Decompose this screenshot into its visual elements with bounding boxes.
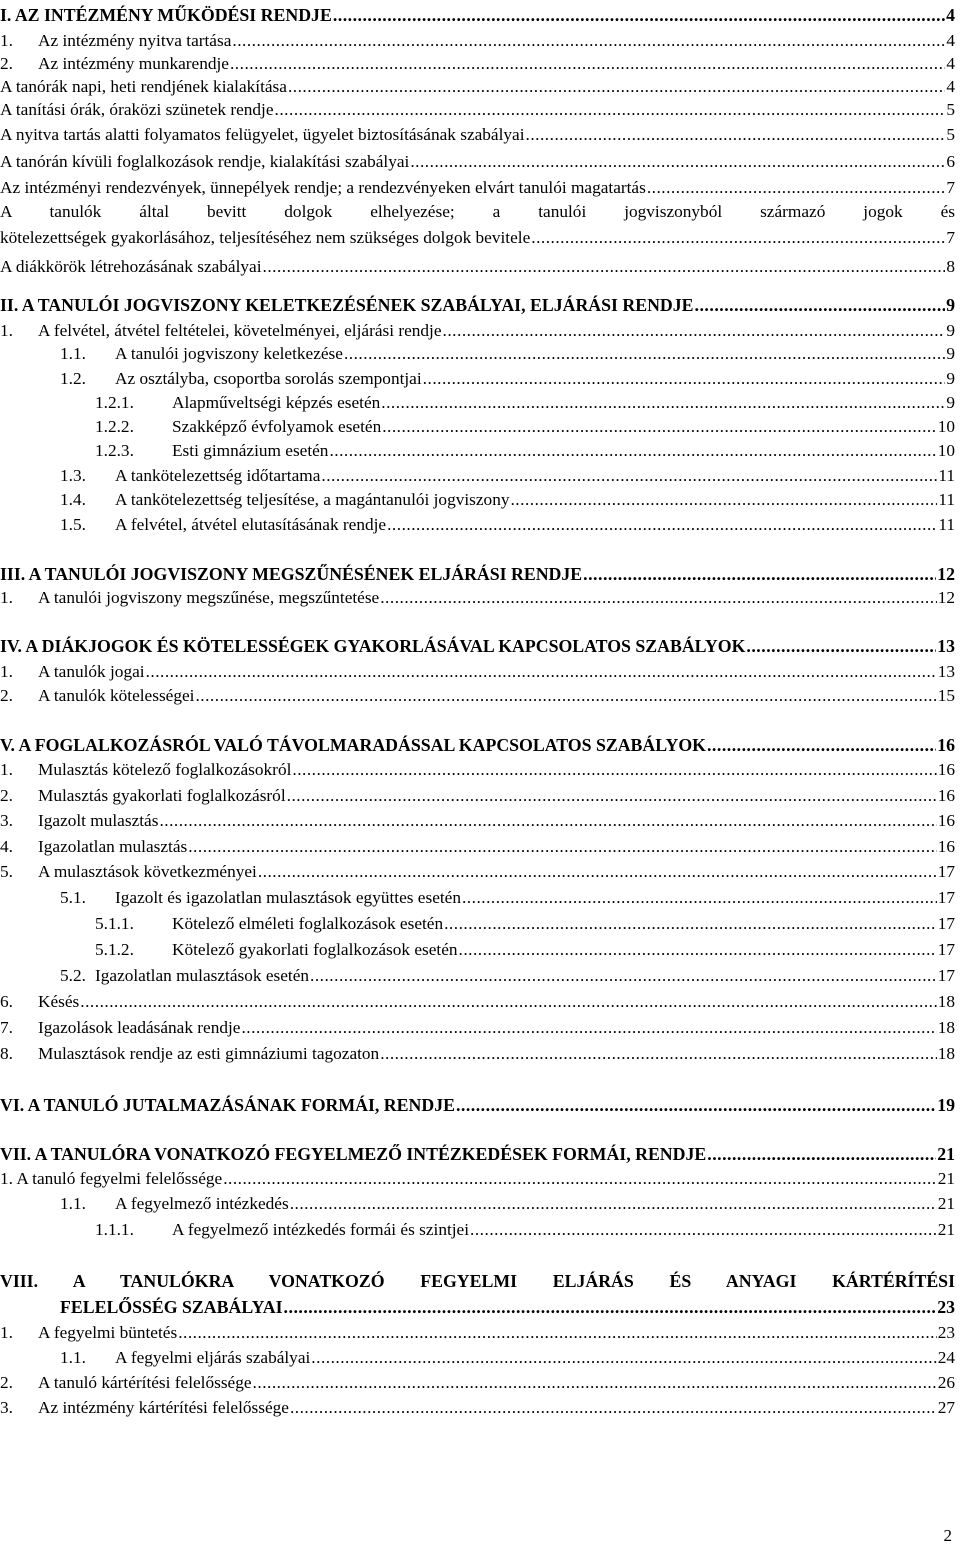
toc-entry-text: FELELŐSSÉG SZABÁLYAI	[60, 1297, 283, 1317]
toc-entry[interactable]	[95, 913, 955, 935]
toc-leader-dots	[410, 151, 945, 173]
toc-page-number: 4	[946, 77, 955, 96]
toc-page-number: 4	[946, 5, 955, 25]
toc-entry-text: A fegyelmi eljárás szabályai	[115, 1348, 311, 1367]
toc-entry[interactable]	[0, 685, 955, 707]
toc-entry[interactable]	[0, 465, 955, 487]
toc-entry-text: A tanulók jogai	[38, 662, 145, 681]
toc-page-number: 24	[937, 1348, 955, 1367]
toc-leader-dots	[444, 913, 937, 935]
toc-entry[interactable]	[0, 991, 955, 1013]
toc-page-number: 17	[937, 888, 955, 907]
toc-entry[interactable]	[60, 1347, 955, 1369]
toc-entry-text: Szakképző évfolyamok esetén	[172, 417, 382, 436]
toc-entry[interactable]	[0, 99, 955, 121]
toc-leader-dots	[284, 1294, 937, 1316]
toc-entry-text: A tankötelezettség időtartama	[115, 466, 321, 485]
toc-entry[interactable]	[0, 151, 955, 173]
toc-leader-dots	[470, 1219, 937, 1241]
toc-page-number: 23	[937, 1323, 955, 1342]
toc-entry-number: 8.	[0, 1044, 13, 1063]
toc-entry-text: Igazolt mulasztás	[38, 811, 159, 830]
toc-entry-text: II. A TANULÓI JOGVISZONY KELETKEZÉSÉNEK SZABÁLYAI, ELJÁRÁSI RENDJE	[0, 295, 694, 315]
toc-entry-text: Igazolatlan mulasztás	[38, 837, 188, 856]
toc-entry[interactable]	[0, 1043, 955, 1065]
toc-leader-dots	[423, 368, 946, 390]
toc-section-heading[interactable]	[0, 4, 955, 26]
toc-entry-number: 1.3.	[60, 466, 86, 485]
toc-entry-number: 1.2.1.	[95, 393, 134, 412]
toc-page-number: 9	[946, 344, 955, 363]
toc-entry[interactable]	[0, 76, 955, 98]
toc-leader-dots	[80, 991, 936, 1013]
toc-entry[interactable]	[0, 587, 955, 609]
toc-entry[interactable]	[0, 1017, 955, 1039]
toc-entry-number: 2.	[0, 686, 13, 705]
toc-entry-number: 1.1.	[60, 344, 86, 363]
toc-entry[interactable]	[0, 440, 955, 462]
toc-entry[interactable]	[0, 177, 955, 199]
toc-page-number: 16	[937, 811, 955, 830]
toc-page-number: 12	[937, 564, 955, 584]
toc-entry-line-1: A tanulók által bevitt dolgok elhelyezése; a tanulói jogviszonyból származó jogok és	[0, 202, 955, 221]
toc-entry[interactable]	[0, 53, 955, 75]
toc-entry-text: A felvétel, átvétel feltételei, követelményei, eljárási rendje	[38, 321, 442, 340]
toc-entry-text: A diákkörök létrehozásának szabályai	[0, 257, 262, 276]
toc-entry-text: Az intézmény munkarendje	[38, 54, 229, 73]
toc-entry-text: A tanórák napi, heti rendjének kialakítása	[0, 77, 287, 96]
toc-entry-number: 1.	[0, 760, 13, 779]
toc-section-heading[interactable]	[0, 1094, 955, 1116]
toc-leader-dots	[178, 1322, 937, 1344]
toc-entry[interactable]	[60, 965, 955, 987]
toc-leader-dots	[462, 887, 937, 909]
toc-leader-dots	[583, 563, 936, 585]
toc-entry-number: 1.4.	[60, 490, 86, 509]
toc-page-number: 13	[937, 662, 955, 681]
toc-leader-dots	[382, 416, 937, 438]
toc-leader-dots	[321, 465, 937, 487]
toc-page-number: 7	[946, 228, 955, 247]
toc-entry[interactable]	[0, 256, 955, 278]
toc-entry[interactable]	[0, 392, 955, 414]
toc-page-number: 21	[937, 1169, 955, 1188]
toc-entry-text: Igazolások leadásának rendje	[38, 1018, 241, 1037]
toc-entry-text: A felvétel, átvétel elutasításának rendje	[115, 515, 387, 534]
toc-entry-line-1: VIII. A TANULÓKRA VONATKOZÓ FEGYELMI ELJÁRÁS ÉS ANYAGI KÁRTÉRÍTÉSI	[0, 1271, 955, 1291]
toc-page-number: 13	[937, 636, 955, 656]
toc-leader-dots	[263, 256, 946, 278]
toc-entry-text: Kötelező elméleti foglalkozások esetén	[172, 914, 444, 933]
toc-page-number: 10	[937, 441, 955, 460]
toc-entry-number: 5.1.2.	[95, 940, 134, 959]
toc-entry-text: Az intézmény nyitva tartása	[38, 31, 232, 50]
toc-entry-text: A tanulói jogviszony keletkezése	[115, 344, 343, 363]
toc-page-number: 18	[937, 1018, 955, 1037]
toc-page-number: 10	[937, 417, 955, 436]
toc-entry-number: 2.	[0, 54, 13, 73]
toc-page-number: 27	[937, 1398, 955, 1417]
toc-section-heading[interactable]	[0, 294, 955, 316]
toc-entry-text: Késés	[38, 992, 80, 1011]
toc-entry-text: Az intézmény kártérítési felelőssége	[38, 1398, 289, 1417]
toc-entry-text: A fegyelmező intézkedés formái és szintjei	[172, 1220, 470, 1239]
toc-page-number: 5	[946, 125, 955, 144]
toc-entry-text: Az osztályba, csoportba sorolás szempontjai	[115, 369, 422, 388]
toc-entry-number: 1.2.3.	[95, 441, 134, 460]
toc-page-number: 16	[937, 735, 955, 755]
toc-entry-multiline[interactable]	[0, 199, 955, 251]
toc-leader-dots	[707, 1143, 936, 1165]
toc-page-number: 18	[937, 1044, 955, 1063]
toc-entry-text: A tanulók kötelességei	[38, 686, 195, 705]
toc-entry-number: 5.1.1.	[95, 914, 134, 933]
toc-entry-text: A tanuló kártérítési felelőssége	[38, 1373, 252, 1392]
toc-entry[interactable]	[0, 759, 955, 781]
toc-entry-text: Az intézményi rendezvények, ünnepélyek rendje; a rendezvényeken elvárt tanulói magatartás	[0, 178, 646, 197]
toc-leader-dots	[329, 440, 936, 462]
toc-entry[interactable]	[95, 1219, 955, 1241]
toc-entry-text: Mulasztások rendje az esti gimnáziumi tagozaton	[38, 1044, 380, 1063]
toc-page-number: 5	[946, 100, 955, 119]
toc-leader-dots	[344, 343, 945, 365]
page-number-footer: 2	[943, 1526, 952, 1545]
toc-leader-dots	[647, 177, 946, 199]
toc-entry-text: IV. A DIÁKJOGOK ÉS KÖTELESSÉGEK GYAKORLÁSÁVAL KAPCSOLATOS SZABÁLYOK	[0, 636, 746, 656]
toc-leader-dots	[146, 661, 937, 683]
toc-page-number: 17	[937, 940, 955, 959]
toc-entry-number: 6.	[0, 992, 13, 1011]
toc-page-number: 11	[938, 490, 955, 509]
toc-entry[interactable]	[0, 489, 955, 511]
toc-leader-dots	[746, 635, 936, 657]
toc-entry[interactable]	[0, 416, 955, 438]
toc-entry-text: Alapműveltségi képzés esetén	[172, 393, 381, 412]
toc-page-number: 4	[946, 54, 955, 73]
toc-entry[interactable]	[0, 343, 955, 365]
toc-page-number: 9	[946, 295, 955, 315]
toc-entry-number: 2.	[0, 786, 13, 805]
toc-page-number: 19	[937, 1095, 955, 1115]
toc-entry-text: Igazolatlan mulasztások esetén	[95, 966, 310, 985]
toc-leader-dots	[526, 124, 946, 146]
toc-entry[interactable]	[0, 514, 955, 536]
toc-entry-number: 2.	[0, 1373, 13, 1392]
toc-page-number: 16	[937, 837, 955, 856]
toc-entry-text: A mulasztások következményei	[38, 862, 257, 881]
toc-page-number: 15	[937, 686, 955, 705]
toc-entry-number: 4.	[0, 837, 13, 856]
toc-section-heading[interactable]	[0, 635, 955, 657]
toc-leader-dots	[387, 514, 937, 536]
toc-entry-number: 1.1.	[60, 1348, 86, 1367]
toc-leader-dots	[287, 785, 937, 807]
toc-leader-dots	[290, 1193, 937, 1215]
toc-page-number: 23	[937, 1297, 955, 1317]
toc-entry[interactable]	[60, 1193, 955, 1215]
toc-entry[interactable]	[0, 1397, 955, 1419]
toc-page-number: 17	[937, 966, 955, 985]
toc-entry-number: 1.1.1.	[95, 1220, 134, 1239]
toc-leader-dots	[333, 4, 945, 26]
toc-page-number: 21	[937, 1144, 955, 1164]
toc-leader-dots	[531, 225, 945, 247]
toc-section-heading[interactable]	[0, 734, 955, 756]
toc-entry-number: 7.	[0, 1018, 13, 1037]
toc-entry-text: VI. A TANULÓ JUTALMAZÁSÁNAK FORMÁI, RENDJE	[0, 1095, 455, 1115]
toc-page-number: 11	[938, 515, 955, 534]
toc-entry[interactable]	[0, 661, 955, 683]
toc-leader-dots	[456, 1094, 936, 1116]
toc-entry-text: A tanítási órák, óraközi szünetek rendje	[0, 100, 274, 119]
toc-entry-number: 1.	[0, 662, 13, 681]
toc-entry-text: A tanórán kívüli foglalkozások rendje, kialakítási szabályai	[0, 152, 410, 171]
toc-entry-text: kötelezettségek gyakorlásához, teljesítéséhez nem szükséges dolgok bevitele	[0, 228, 531, 247]
toc-entry-number: 3.	[0, 811, 13, 830]
toc-entry[interactable]	[0, 30, 955, 52]
toc-entry-text: Mulasztás kötelező foglalkozásokról	[38, 760, 292, 779]
toc-entry-number: 1.	[0, 321, 13, 340]
toc-leader-dots	[241, 1017, 936, 1039]
toc-entry-number: 1.2.	[60, 369, 86, 388]
toc-leader-dots	[510, 489, 937, 511]
toc-leader-dots	[380, 587, 936, 609]
toc-leader-dots	[253, 1372, 937, 1394]
toc-page-number: 17	[937, 914, 955, 933]
toc-page-number: 16	[937, 760, 955, 779]
toc-entry-text: Mulasztás gyakorlati foglalkozásról	[38, 786, 286, 805]
toc-page-number: 6	[946, 152, 955, 171]
toc-entry[interactable]	[0, 1168, 955, 1190]
toc-page-number: 21	[937, 1194, 955, 1213]
toc-entry[interactable]	[60, 887, 955, 909]
toc-entry-number: 1.	[0, 31, 13, 50]
toc-page-number: 26	[937, 1373, 955, 1392]
toc-entry-number: 5.1.	[60, 888, 86, 907]
toc-leader-dots	[381, 392, 945, 414]
toc-entry[interactable]	[0, 810, 955, 832]
toc-entry-text: Igazolt és igazolatlan mulasztások együttes esetén	[115, 888, 461, 907]
toc-entry-number: 5.2.	[60, 966, 86, 985]
toc-leader-dots	[195, 685, 936, 707]
toc-page-number: 21	[937, 1220, 955, 1239]
toc-page-number: 18	[937, 992, 955, 1011]
toc-section-heading[interactable]	[0, 1143, 955, 1165]
toc-entry[interactable]	[95, 939, 955, 961]
toc-entry-text: Esti gimnázium esetén	[172, 441, 329, 460]
toc-entry-text: 1. A tanuló fegyelmi felelőssége	[0, 1169, 223, 1188]
toc-leader-dots	[275, 99, 946, 121]
toc-entry-text: A tankötelezettség teljesítése, a magántanulói jogviszony	[115, 490, 510, 509]
toc-entry-text: I. AZ INTÉZMÉNY MŰKÖDÉSI RENDJE	[0, 5, 332, 25]
toc-section-heading-multiline[interactable]	[0, 1268, 955, 1320]
toc-entry-text: VII. A TANULÓRA VONATKOZÓ FEGYELMEZŐ INTÉZKEDÉSEK FORMÁI, RENDJE	[0, 1144, 707, 1164]
toc-entry[interactable]	[0, 785, 955, 807]
toc-entry-number: 1.1.	[60, 1194, 86, 1213]
toc-entry-number: 1.2.2.	[95, 417, 134, 436]
toc-page-number: 8	[946, 257, 955, 276]
toc-entry-number: 1.5.	[60, 515, 86, 534]
toc-page-number: 17	[937, 862, 955, 881]
toc-page-number: 4	[946, 31, 955, 50]
toc-leader-dots	[443, 320, 946, 342]
toc-entry-number: 5.	[0, 862, 13, 881]
toc-entry-text: A fegyelmező intézkedés	[115, 1194, 289, 1213]
toc-leader-dots	[380, 1043, 937, 1065]
toc-entry-line-2	[0, 1294, 955, 1320]
toc-entry-text: A tanulói jogviszony megszűnése, megszűntetése	[38, 588, 380, 607]
toc-leader-dots	[258, 861, 937, 883]
toc-page-number: 11	[938, 466, 955, 485]
toc-leader-dots	[459, 939, 937, 961]
toc-leader-dots	[288, 76, 945, 98]
toc-entry[interactable]	[0, 1372, 955, 1394]
toc-leader-dots	[232, 30, 945, 52]
toc-entry[interactable]	[0, 1322, 955, 1344]
toc-leader-dots	[290, 1397, 937, 1419]
toc-leader-dots	[707, 734, 936, 756]
toc-leader-dots	[695, 294, 946, 316]
toc-page-number: 7	[946, 178, 955, 197]
toc-leader-dots	[230, 53, 945, 75]
toc-page-number: 9	[946, 321, 955, 340]
toc-entry-line-2	[0, 225, 955, 251]
toc-leader-dots	[311, 1347, 936, 1369]
toc-page-number: 12	[937, 588, 955, 607]
toc-entry-text: A nyitva tartás alatti folyamatos felügyelet, ügyelet biztosításának szabályai	[0, 125, 525, 144]
toc-entry-text: A fegyelmi büntetés	[38, 1323, 178, 1342]
toc-entry-text: V. A FOGLALKOZÁSRÓL VALÓ TÁVOLMARADÁSSAL KAPCSOLATOS SZABÁLYOK	[0, 735, 706, 755]
toc-section-heading[interactable]	[0, 563, 955, 585]
toc-leader-dots	[159, 810, 936, 832]
toc-entry-text: Kötelező gyakorlati foglalkozások esetén	[172, 940, 458, 959]
toc-entry[interactable]	[0, 320, 955, 342]
toc-leader-dots	[223, 1168, 937, 1190]
toc-entry[interactable]	[0, 368, 955, 390]
toc-leader-dots	[188, 836, 936, 858]
toc-entry[interactable]	[0, 861, 955, 883]
toc-entry-text: III. A TANULÓI JOGVISZONY MEGSZŰNÉSÉNEK ELJÁRÁSI RENDJE	[0, 564, 583, 584]
toc-page-number: 9	[946, 393, 955, 412]
toc-leader-dots	[292, 759, 936, 781]
toc-page-number: 16	[937, 786, 955, 805]
toc-entry-number: 1.	[0, 1323, 13, 1342]
toc-leader-dots	[310, 965, 937, 987]
toc-entry-number: 3.	[0, 1398, 13, 1417]
toc-entry[interactable]	[0, 836, 955, 858]
toc-entry-number: 1.	[0, 588, 13, 607]
toc-page-number: 9	[946, 369, 955, 388]
toc-entry[interactable]	[0, 124, 955, 146]
